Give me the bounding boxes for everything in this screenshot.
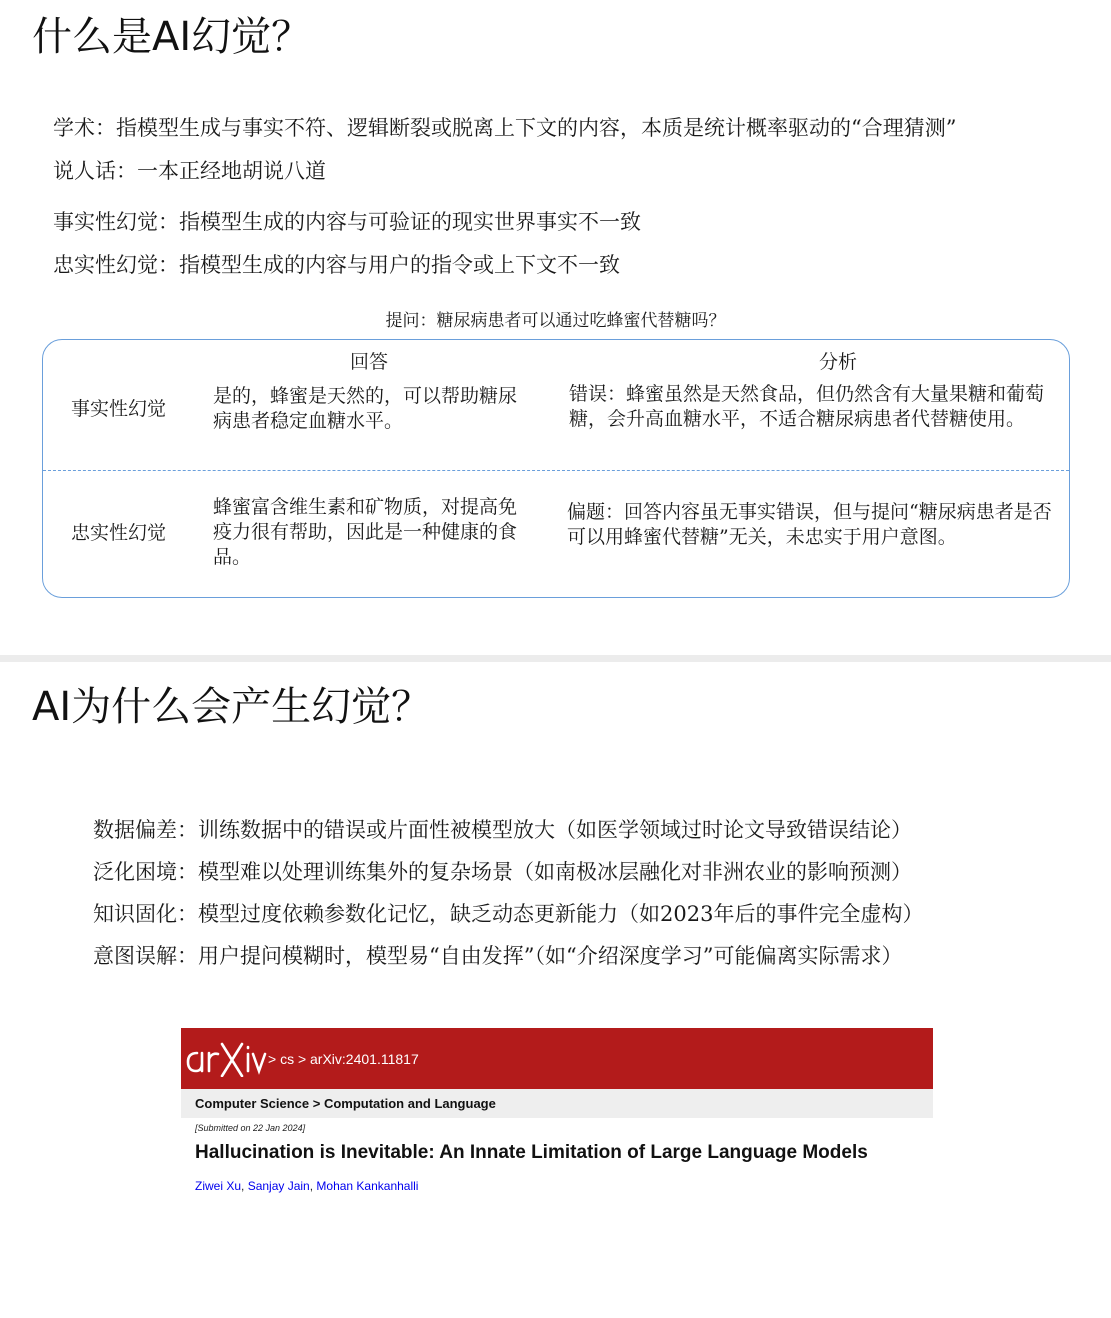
row-factual-answer: 是的，蜂蜜是天然的，可以帮助糖尿病患者稳定血糖水平。 — [213, 385, 518, 432]
row-label-faithful: 忠实性幻觉 — [71, 522, 167, 544]
arxiv-category-bar — [181, 1089, 933, 1118]
plain-definition: 说人话：一本正经地胡说八道 — [53, 159, 326, 183]
arxiv-submitted-date: [Submitted on 22 Jan 2024] — [195, 1123, 306, 1133]
arxiv-breadcrumb[interactable]: > cs > arXiv:2401.11817 — [268, 1051, 419, 1067]
reason-knowledge-fixation: 知识固化：模型过度依赖参数化记忆，缺乏动态更新能力（如2023年后的事件完全虚构） — [93, 902, 924, 926]
faithfulness-hallucination-definition: 忠实性幻觉：指模型生成的内容与用户的指令或上下文不一致 — [53, 253, 620, 277]
table-header-analysis: 分析 — [819, 351, 858, 373]
author-link[interactable]: Ziwei Xu — [195, 1179, 242, 1193]
slide-title: AI为什么会产生幻觉？ — [32, 684, 432, 730]
factual-hallucination-definition: 事实性幻觉：指模型生成的内容与可验证的现实世界事实不一致 — [53, 210, 641, 234]
author-separator: , — [241, 1179, 248, 1193]
slide-title: 什么是AI幻觉？ — [32, 14, 312, 60]
row-factual-analysis: 错误：蜂蜜虽然是天然食品，但仍然含有大量果糖和葡萄糖，会升高血糖水平，不适合糖尿病患者代替糖使用。 — [569, 383, 1045, 430]
row-faithful-analysis: 偏题：回答内容虽无事实错误，但与提问“糖尿病患者是否可以用蜂蜜代替糖”无关，未忠实于用户意图。 — [567, 501, 1052, 548]
slide-separator — [0, 655, 1111, 662]
slide-what-is-hallucination — [0, 0, 1111, 655]
arxiv-category: Computer Science > Computation and Language — [195, 1096, 496, 1111]
reason-data-bias: 数据偏差：训练数据中的错误或片面性被模型放大（如医学领域过时论文导致错误结论） — [93, 818, 912, 842]
slide-why-hallucination — [0, 662, 1111, 1318]
example-table — [42, 339, 1070, 598]
arxiv-paper-title: Hallucination is Inevitable: An Innate Limitation of Large Language Models — [195, 1142, 868, 1163]
row-label-factual: 事实性幻觉 — [71, 398, 167, 420]
academic-definition: 学术：指模型生成与事实不符、逻辑断裂或脱离上下文的内容，本质是统计概率驱动的“合理猜测” — [53, 116, 957, 140]
author-link[interactable]: Sanjay Jain — [247, 1179, 310, 1193]
table-header-answer: 回答 — [350, 351, 389, 373]
author-separator: , — [309, 1179, 317, 1193]
row-divider — [43, 470, 1069, 471]
reason-intent-misunderstanding: 意图误解：用户提问模糊时，模型易“自由发挥”（如“介绍深度学习”可能偏离实际需求） — [93, 944, 903, 968]
reason-generalization: 泛化困境：模型难以处理训练集外的复杂场景（如南极冰层融化对非洲农业的影响预测） — [93, 860, 912, 884]
arxiv-authors — [195, 1178, 418, 1194]
arxiv-logo[interactable] — [185, 1041, 267, 1077]
arxiv-paper-screenshot — [181, 1028, 933, 1208]
row-faithful-answer: 蜂蜜富含维生素和矿物质，对提高免疫力很有帮助，因此是一种健康的食品。 — [213, 496, 518, 568]
author-link[interactable]: Mohan Kankanhalli — [316, 1179, 419, 1193]
example-question: 提问：糖尿病患者可以通过吃蜂蜜代替糖吗？ — [385, 311, 726, 331]
arxiv-header-bar — [181, 1028, 933, 1089]
